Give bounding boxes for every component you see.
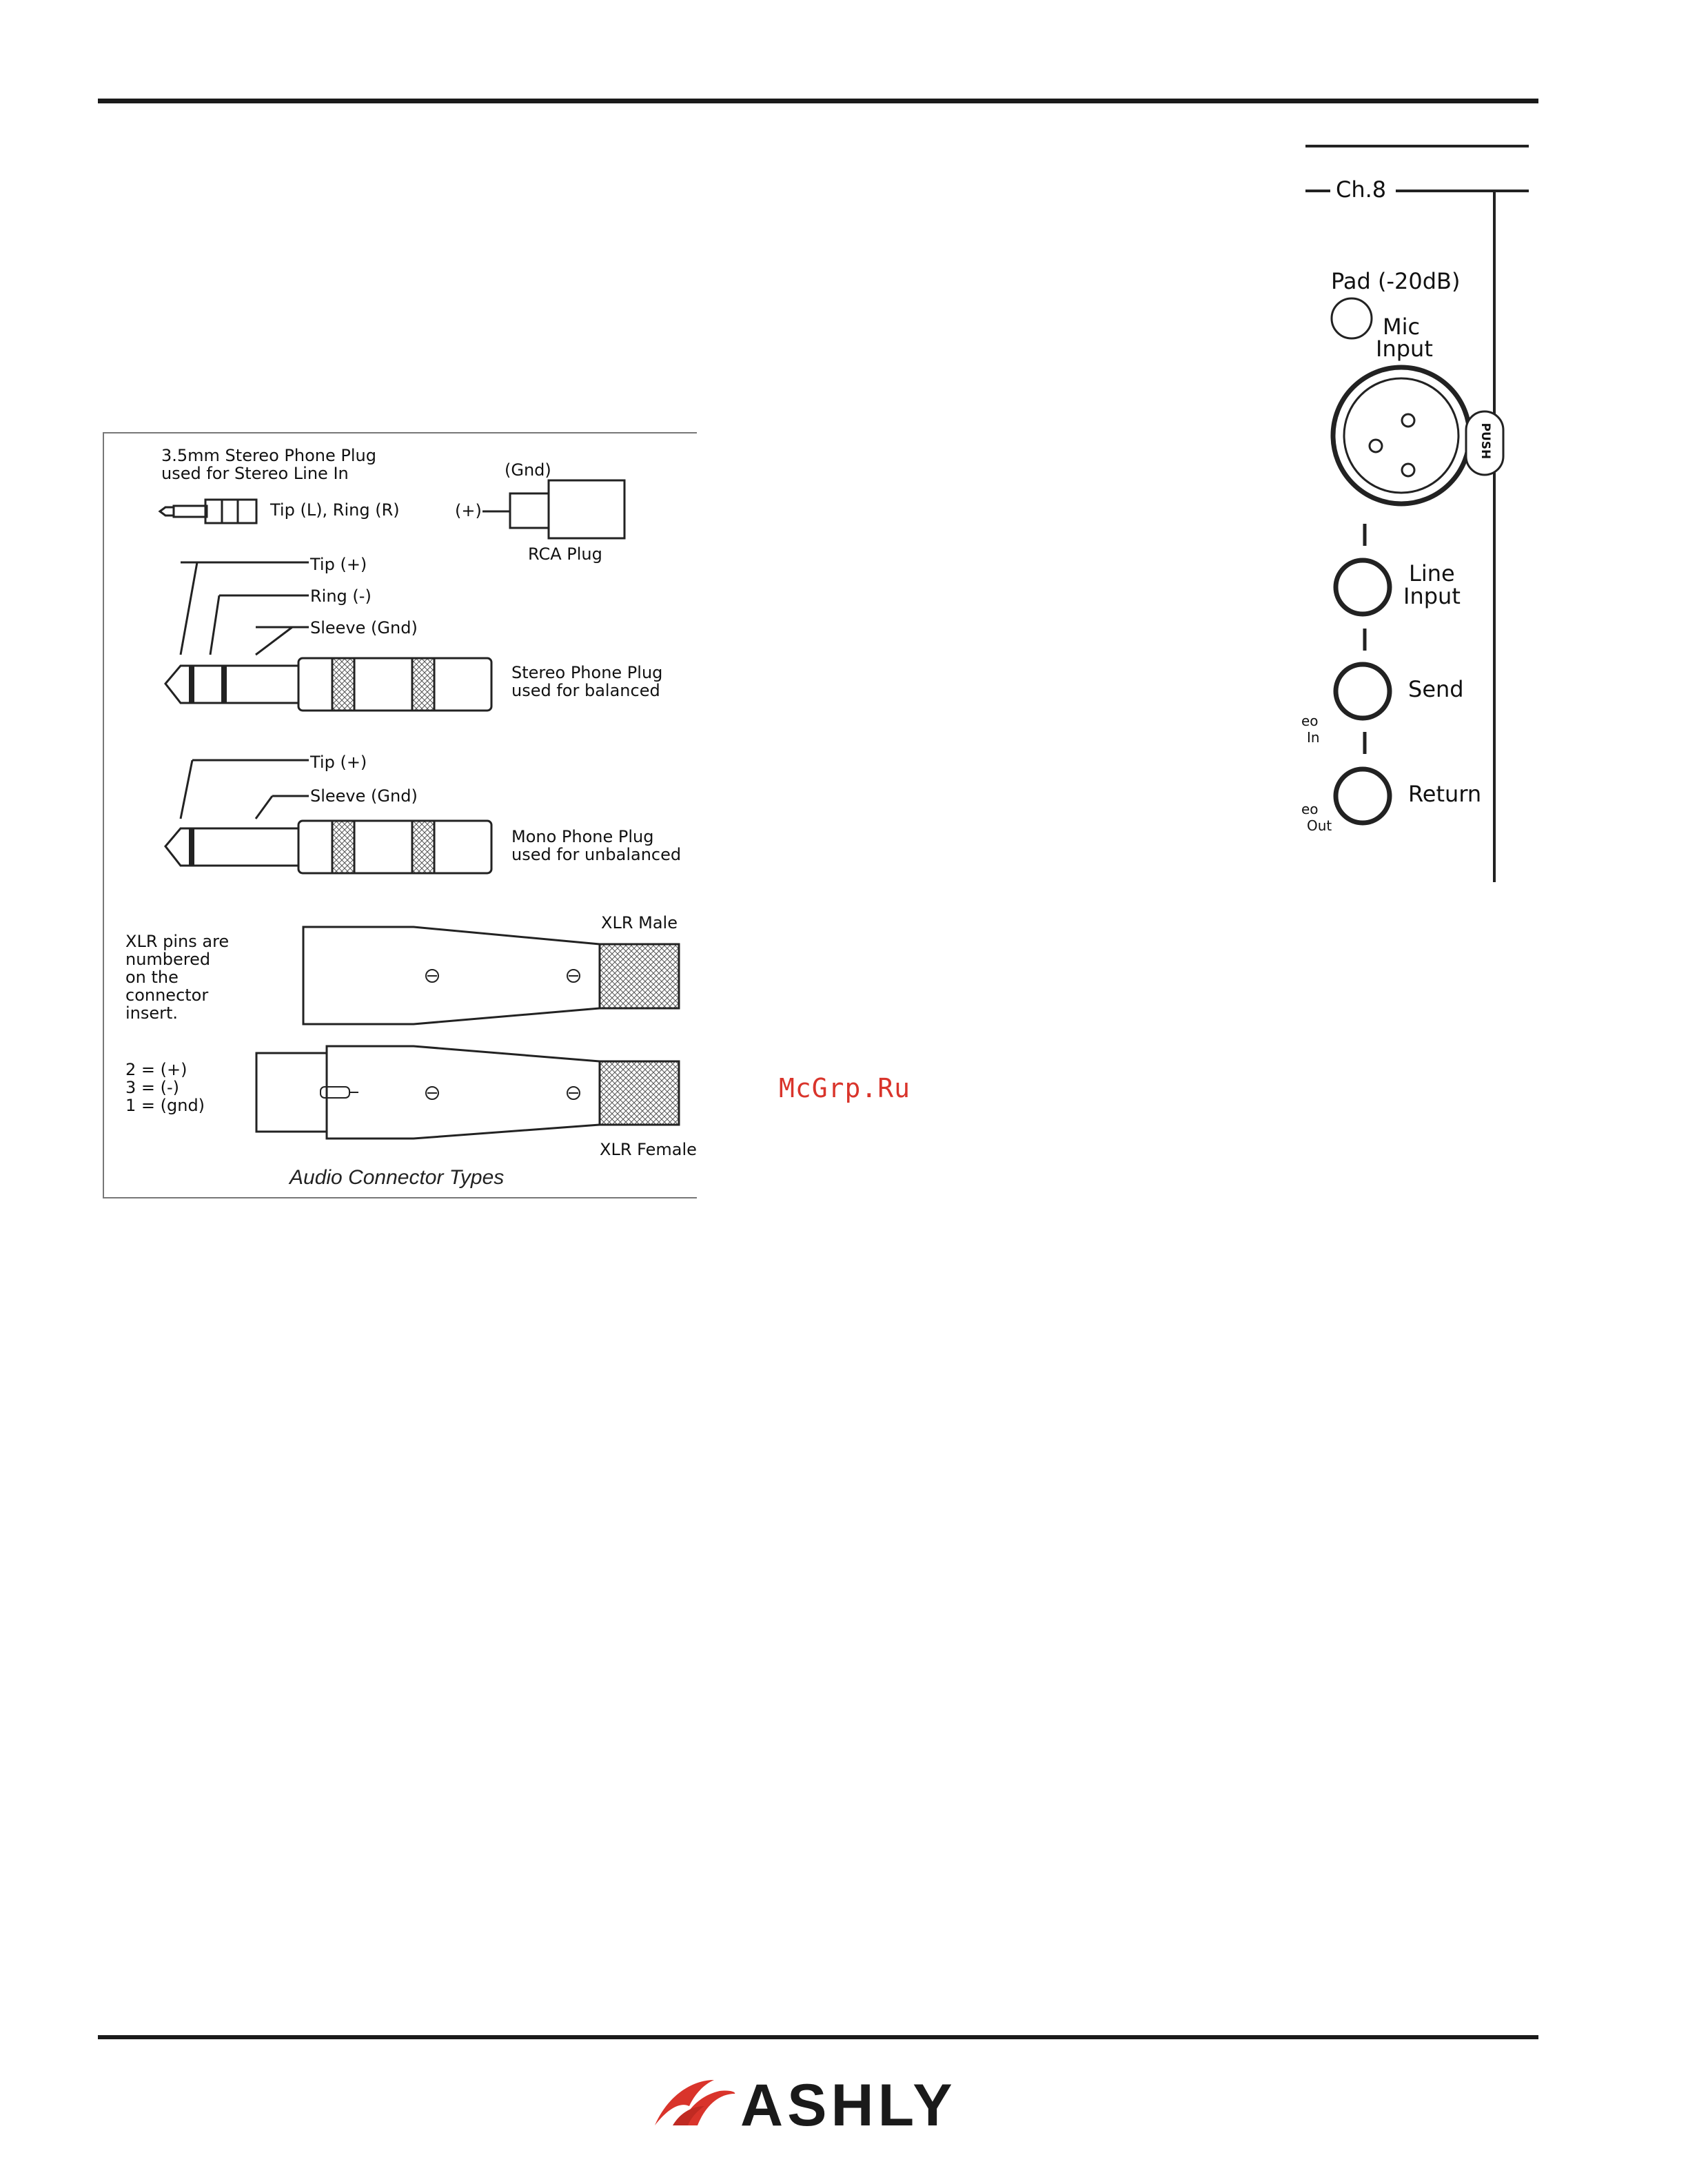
mic-input-label-1: Mic: [1383, 314, 1421, 340]
stereo-out-cut-1: eo: [1301, 801, 1319, 817]
line-input-label-1: Line: [1409, 560, 1455, 586]
send-label: Send: [1408, 676, 1464, 702]
xlr-pin-3: 3 = (-): [125, 1078, 180, 1097]
pad-button[interactable]: [1332, 298, 1372, 338]
return-label: Return: [1408, 781, 1482, 807]
stereo-plug-name-1: Stereo Phone Plug: [511, 663, 663, 682]
rca-plug-name: RCA Plug: [528, 544, 602, 564]
xlr-note-2: numbered: [125, 950, 211, 969]
stereo-sleeve-label: Sleeve (Gnd): [310, 618, 418, 637]
line-input-label-2: Input: [1403, 583, 1461, 609]
mini-plug-tip-ring: Tip (L), Ring (R): [270, 500, 400, 520]
send-jack[interactable]: [1336, 664, 1390, 718]
stereo-out-cut-2: Out: [1307, 817, 1332, 834]
push-release-tab[interactable]: PUSH: [1478, 422, 1492, 460]
watermark-link[interactable]: McGrp.Ru: [779, 1073, 911, 1103]
xlr-note-4: connector: [125, 986, 209, 1005]
return-jack[interactable]: [1336, 769, 1390, 823]
mono-tip-label: Tip (+): [310, 753, 367, 772]
figure-caption: Audio Connector Types: [289, 1166, 505, 1189]
mono-plug-name-1: Mono Phone Plug: [511, 827, 654, 846]
rca-gnd-label: (Gnd): [505, 460, 551, 480]
stereo-in-cut-2: In: [1307, 729, 1320, 746]
mic-input-label-2: Input: [1376, 336, 1433, 362]
stereo-ring-label: Ring (-): [310, 586, 372, 606]
stereo-tip-label: Tip (+): [310, 555, 367, 574]
mini-plug-title-1: 3.5mm Stereo Phone Plug: [161, 446, 376, 465]
mic-input-jack[interactable]: [1333, 367, 1470, 504]
stereo-plug-name-2: used for balanced: [511, 681, 660, 700]
xlr-pin-1: 1 = (gnd): [125, 1096, 205, 1115]
xlr-pin-2: 2 = (+): [125, 1060, 187, 1079]
ashly-brand-name: ASHLY: [740, 2072, 957, 2139]
rca-plus-label: (+): [455, 501, 482, 520]
stereo-in-cut-1: eo: [1301, 713, 1319, 729]
mono-plug-name-2: used for unbalanced: [511, 845, 682, 864]
xlr-female-label: XLR Female: [600, 1140, 697, 1159]
xlr-note-3: on the: [125, 968, 179, 987]
pad-button-label: Pad (-20dB): [1331, 268, 1461, 294]
ashly-logo-swoosh: [653, 2076, 736, 2131]
xlr-note-5: insert.: [125, 1003, 179, 1023]
mono-sleeve-label: Sleeve (Gnd): [310, 786, 418, 806]
xlr-male-label: XLR Male: [601, 913, 678, 932]
mini-plug-title-2: used for Stereo Line In: [161, 464, 349, 483]
line-input-jack[interactable]: [1336, 560, 1390, 614]
channel-label: Ch.8: [1336, 176, 1387, 203]
xlr-note-1: XLR pins are: [125, 932, 230, 951]
